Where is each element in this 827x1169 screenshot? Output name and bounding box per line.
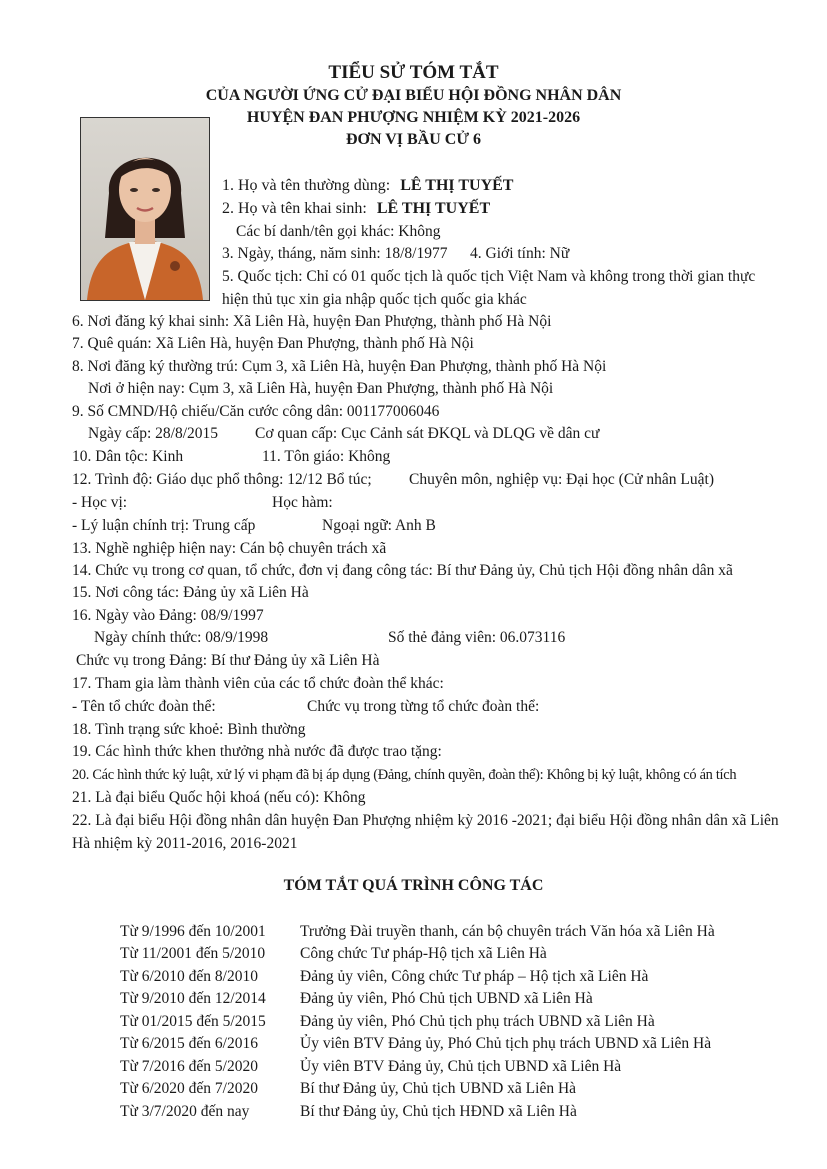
hometown-line: 7. Quê quán: Xã Liên Hà, huyện Đan Phượng, thành phố Hà Nội (72, 335, 474, 352)
id-issuing-authority: Cơ quan cấp: Cục Cảnh sát ĐKQL và DLQG về dân cư (255, 425, 600, 442)
career-heading: TÓM TẮT QUÁ TRÌNH CÔNG TÁC (283, 877, 544, 894)
professional-qualification: Chuyên môn, nghiệp vụ: Đại học (Cử nhân Luật) (409, 471, 714, 488)
career-period: Từ 6/2020 đến 7/2020 (120, 1080, 258, 1097)
religion-line: 11. Tôn giáo: Không (262, 448, 391, 465)
awards-line: 19. Các hình thức khen thưởng nhà nước đã được trao tặng: (72, 743, 442, 760)
career-description: Công chức Tư pháp-Hộ tịch xã Liên Hà (300, 945, 547, 962)
career-description: Bí thư Đảng ủy, Chủ tịch UBND xã Liên Hà (300, 1080, 577, 1097)
current-residence-line: Nơi ở hiện nay: Cụm 3, xã Liên Hà, huyện Đan Phượng, thành phố Hà Nội (88, 380, 554, 397)
career-description: Trưởng Đài truyền thanh, cán bộ chuyên trách Văn hóa xã Liên Hà (300, 923, 715, 940)
nationality-line-2: hiện thủ tục xin gia nhập quốc tịch quốc gia khác (222, 291, 527, 308)
document-subtitle-2: HUYỆN ĐAN PHƯỢNG NHIỆM KỲ 2021-2026 (246, 109, 581, 126)
document-subtitle-1: CỦA NGƯỜI ỨNG CỬ ĐẠI BIỂU HỘI ĐỒNG NHÂN DÂN (205, 87, 622, 104)
health-line: 18. Tình trạng sức khoẻ: Bình thường (72, 721, 306, 738)
career-period: Từ 7/2016 đến 5/2020 (120, 1058, 258, 1075)
education-line: 12. Trình độ: Giáo dục phổ thông: 12/12 Bổ túc; (72, 471, 372, 488)
career-description: Ủy viên BTV Đảng ủy, Phó Chủ tịch phụ trách UBND xã Liên Hà (300, 1035, 712, 1052)
ethnicity-line: 10. Dân tộc: Kinh (72, 448, 184, 465)
national-assembly-line: 21. Là đại biểu Quốc hội khoá (nếu có): Không (72, 789, 366, 806)
full-name-label: 1. Họ và tên thường dùng: (222, 177, 391, 194)
id-issue-date: Ngày cấp: 28/8/2015 (88, 425, 219, 442)
birth-name-label: 2. Họ và tên khai sinh: (222, 200, 367, 217)
party-official-date: Ngày chính thức: 08/9/1998 (94, 629, 269, 646)
political-theory-line: - Lý luận chính trị: Trung cấp (72, 517, 256, 534)
discipline-line: 20. Các hình thức kỷ luật, xử lý vi phạm đã bị áp dụng (Đảng, chính quyền, đoàn thể): Không bị kỷ luật, không có án tích (72, 767, 737, 783)
academic-degree-label: - Học vị: (72, 494, 128, 511)
council-delegate-line-1: 22. Là đại biểu Hội đồng nhân dân huyện Đan Phượng nhiệm kỳ 2016 -2021; đại biểu Hội đồng nhân dân xã Liên (72, 812, 779, 829)
birth-name-line (222, 199, 490, 219)
career-description: Đảng ủy viên, Phó Chủ tịch phụ trách UBND xã Liên Hà (300, 1013, 655, 1030)
birth-registration-line: 6. Nơi đăng ký khai sinh: Xã Liên Hà, huyện Đan Phượng, thành phố Hà Nội (72, 313, 552, 330)
organization-position-label: Chức vụ trong từng tổ chức đoàn thể: (307, 698, 540, 715)
party-position-line: Chức vụ trong Đảng: Bí thư Đảng ủy xã Liên Hà (76, 652, 380, 669)
foreign-language-line: Ngoại ngữ: Anh B (322, 517, 436, 534)
party-card-number: Số thẻ đảng viên: 06.073116 (388, 629, 566, 646)
career-period: Từ 6/2015 đến 6/2016 (120, 1035, 258, 1052)
career-period: Từ 11/2001 đến 5/2010 (120, 945, 266, 962)
workplace-line: 15. Nơi công tác: Đảng ủy xã Liên Hà (72, 584, 309, 601)
career-period: Từ 01/2015 đến 5/2015 (120, 1013, 266, 1030)
occupation-line: 13. Nghề nghiệp hiện nay: Cán bộ chuyên trách xã (72, 540, 387, 557)
birth-name-value: LÊ THỊ TUYẾT (376, 200, 491, 217)
id-number-line: 9. Số CMND/Hộ chiếu/Căn cước công dân: 001177006046 (72, 403, 440, 420)
document-subtitle-3: ĐƠN VỊ BẦU CỬ 6 (345, 131, 482, 148)
permanent-residence-line: 8. Nơi đăng ký thường trú: Cụm 3, xã Liên Hà, huyện Đan Phượng, thành phố Hà Nội (72, 358, 607, 375)
alias-line: Các bí danh/tên gọi khác: Không (236, 223, 441, 240)
career-description: Ủy viên BTV Đảng ủy, Chủ tịch UBND xã Liên Hà (300, 1058, 622, 1075)
position-line: 14. Chức vụ trong cơ quan, tổ chức, đơn vị đang công tác: Bí thư Đảng ủy, Chủ tịch Hội đồng nhân dân xã (72, 562, 733, 579)
organizations-line: 17. Tham gia làm thành viên của các tổ chức đoàn thể khác: (72, 675, 444, 692)
academic-title-label: Học hàm: (272, 494, 333, 511)
career-period: Từ 3/7/2020 đến nay (120, 1103, 250, 1120)
career-period: Từ 6/2010 đến 8/2010 (120, 968, 258, 985)
career-description: Đảng ủy viên, Phó Chủ tịch UBND xã Liên Hà (300, 990, 593, 1007)
career-description: Bí thư Đảng ủy, Chủ tịch HĐND xã Liên Hà (300, 1103, 577, 1120)
party-join-date-line: 16. Ngày vào Đảng: 08/9/1997 (72, 607, 264, 624)
document-title: TIỂU SỬ TÓM TẮT (328, 62, 499, 83)
gender-line: 4. Giới tính: Nữ (470, 245, 570, 262)
full-name-value: LÊ THỊ TUYẾT (400, 177, 514, 194)
portrait-photo (80, 117, 210, 301)
nationality-line-1: 5. Quốc tịch: Chỉ có 01 quốc tịch là quốc tịch Việt Nam và không trong thời gian thực (222, 268, 756, 285)
career-period: Từ 9/2010 đến 12/2014 (120, 990, 266, 1007)
full-name-line (222, 176, 513, 196)
birth-date-line: 3. Ngày, tháng, năm sinh: 18/8/1977 (222, 245, 448, 262)
organization-name-label: - Tên tổ chức đoàn thể: (72, 698, 216, 715)
council-delegate-line-2: Hà nhiệm kỳ 2011-2016, 2016-2021 (72, 835, 298, 852)
career-period: Từ 9/1996 đến 10/2001 (120, 923, 266, 940)
career-description: Đảng ủy viên, Công chức Tư pháp – Hộ tịch xã Liên Hà (300, 968, 649, 985)
